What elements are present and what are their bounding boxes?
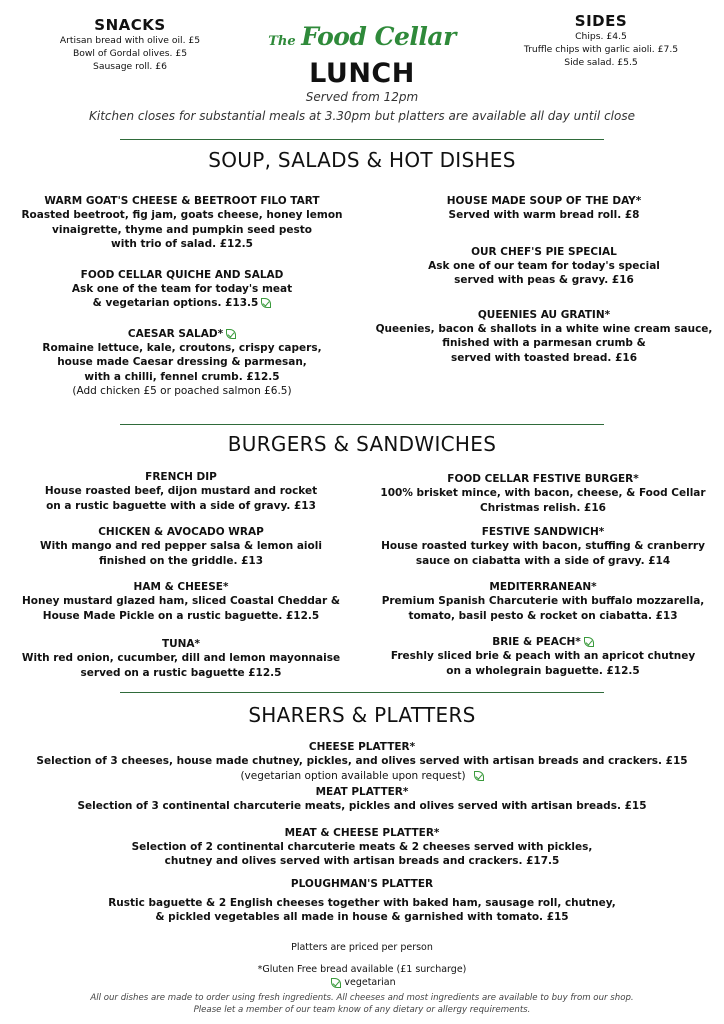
section-title-soup: SOUP, SALADS & HOT DISHES [208, 148, 516, 172]
burgers-left-column [6, 470, 356, 680]
item-desc: Romaine lettuce, kale, croutons, crispy capers, [42, 341, 322, 354]
item-desc: tomato, basil pesto & rocket on ciabatta. £13 [408, 609, 678, 622]
item-desc: Roasted beetroot, fig jam, goats cheese, honey lemon [21, 209, 343, 221]
item-desc: & pickled vegetables all made in house & garnished with tomato. £15 [155, 911, 569, 923]
item-desc: Christmas relish. £16 [480, 501, 606, 514]
menu-item [6, 470, 356, 513]
vegetarian-icon [474, 771, 484, 781]
platters-price-note: Platters are priced per person [291, 942, 433, 953]
sharers-list [0, 740, 724, 925]
menu-item [368, 635, 718, 678]
menu-item [368, 525, 718, 568]
divider [120, 692, 604, 693]
item-desc: With mango and red pepper salsa & lemon aioli [40, 540, 322, 552]
item-desc: vinaigrette, thyme and pumpkin seed pesto [52, 223, 312, 236]
item-desc: Queenies, bacon & shallots in a white wine cream sauce, [375, 322, 713, 335]
item-desc: Rustic baguette & 2 English cheeses together with baked ham, sausage roll, chutney, [108, 896, 616, 909]
item-title-line [368, 635, 718, 649]
item-title: FOOD CELLAR QUICHE AND SALAD [80, 268, 284, 281]
item-desc: House roasted turkey with bacon, stuffing & cranberry [381, 540, 705, 552]
item-desc: Selection of 2 continental charcuterie meats & 2 cheeses served with pickles, [131, 840, 593, 853]
section-title-burgers: BURGERS & SANDWICHES [227, 432, 497, 456]
vegetarian-key [0, 977, 724, 988]
menu-item [10, 268, 354, 311]
item-title: HOUSE MADE SOUP OF THE DAY* [446, 195, 642, 207]
item-title-line [10, 327, 354, 341]
item-title: CHICKEN & AVOCADO WRAP [98, 526, 264, 538]
item-desc: Selection of 3 cheeses, house made chutney, pickles, and olives served with artisan breads and crackers. £15 [36, 755, 688, 767]
item-desc: finished on the griddle. £13 [98, 554, 264, 567]
menu-item [372, 245, 716, 288]
item-desc: finished with a parmesan crumb & [442, 337, 646, 349]
menu-item [10, 327, 354, 399]
served-time: Served from 12pm [305, 90, 419, 104]
item-desc: Premium Spanish Charcuterie with buffalo mozzarella, [381, 595, 705, 607]
item-desc: House Made Pickle on a rustic baguette. £12.5 [42, 609, 320, 622]
item-desc: with trio of salad. £12.5 [111, 238, 253, 250]
soup-right-column [372, 194, 716, 365]
gluten-free-note: *Gluten Free bread available (£1 surcharge) [257, 964, 467, 975]
snack-item: Artisan bread with olive oil. £5 [59, 35, 201, 46]
divider [120, 424, 604, 425]
sides-title: SIDES [574, 12, 628, 30]
vegetarian-icon [226, 329, 236, 339]
side-item: Side salad. £5.5 [564, 57, 638, 68]
menu-item [368, 472, 718, 515]
item-desc: Served with warm bread roll. £8 [448, 209, 640, 221]
item-title: MEAT & CHEESE PLATTER* [284, 826, 440, 839]
item-note: (Add chicken £5 or poached salmon £6.5) [72, 385, 292, 397]
menu-item [6, 637, 356, 680]
snacks-panel [40, 16, 220, 73]
item-desc: served with peas & gravy. £16 [454, 274, 634, 286]
item-title: QUEENIES AU GRATIN* [477, 308, 611, 321]
snacks-title: SNACKS [94, 16, 166, 34]
menu-item [0, 740, 724, 783]
snack-item: Sausage roll. £6 [93, 61, 167, 72]
vegetarian-icon [584, 637, 594, 647]
snack-item: Bowl of Gordal olives. £5 [72, 48, 188, 59]
side-item: Chips. £4.5 [575, 31, 627, 42]
item-title: MEDITERRANEAN* [489, 581, 597, 593]
footer-note-allergy: Please let a member of our team know of any dietary or allergy requirements. [193, 1005, 531, 1015]
page-title: LUNCH [309, 58, 415, 89]
item-title: HAM & CHEESE* [133, 581, 229, 593]
item-desc: Selection of 3 continental charcuterie meats, pickles and olives served with artisan breads. £15 [77, 800, 647, 812]
item-desc: 100% brisket mince, with bacon, cheese, & Food Cellar [380, 487, 706, 499]
vegetarian-icon [331, 978, 341, 988]
logo-name: Food Cellar [301, 22, 456, 51]
item-desc: Freshly sliced brie & peach with an apricot chutney [390, 650, 696, 662]
item-title: FESTIVE SANDWICH* [481, 526, 605, 538]
menu-item [372, 308, 716, 366]
item-desc: served on a rustic baguette £12.5 [80, 666, 282, 679]
section-title-sharers: SHARERS & PLATTERS [248, 703, 476, 727]
vegetarian-key-label: vegetarian [344, 977, 396, 988]
item-title: TUNA* [161, 638, 201, 650]
menu-item [368, 580, 718, 623]
item-title: CHEESE PLATTER* [308, 741, 416, 753]
item-note: (vegetarian option available upon request) [240, 769, 466, 782]
menu-item [10, 194, 354, 252]
item-title: MEAT PLATTER* [315, 786, 409, 798]
divider [120, 139, 604, 140]
item-desc-line [10, 296, 354, 311]
soup-left-column [10, 194, 354, 399]
menu-item [372, 194, 716, 223]
item-desc: Honey mustard glazed ham, sliced Coastal Cheddar & [22, 595, 340, 607]
item-desc: With red onion, cucumber, dill and lemon mayonnaise [21, 652, 341, 664]
food-cellar-logo [262, 22, 462, 51]
item-desc: with a chilli, fennel crumb. £12.5 [84, 370, 280, 383]
item-title: BRIE & PEACH* [492, 636, 581, 648]
menu-item [0, 877, 724, 925]
menu-item [0, 785, 724, 814]
item-desc: on a rustic baguette with a side of gravy. £13 [46, 499, 316, 512]
footer-note-ingredients: All our dishes are made to order using fresh ingredients. All cheeses and most ingredients are available to buy from our shop. [90, 993, 634, 1003]
item-desc: served with toasted bread. £16 [451, 351, 637, 364]
item-desc: House roasted beef, dijon mustard and rocket [44, 485, 318, 497]
item-title: WARM GOAT'S CHEESE & BEETROOT FILO TART [44, 195, 320, 207]
item-desc: on a wholegrain baguette. £12.5 [446, 664, 640, 677]
kitchen-closing-note: Kitchen closes for substantial meals at 3.30pm but platters are available all day until close [88, 109, 635, 123]
menu-item [6, 525, 356, 568]
side-item: Truffle chips with garlic aioli. £7.5 [523, 44, 679, 55]
item-desc: sauce on ciabatta with a side of gravy. £14 [415, 554, 671, 567]
item-title: CAESAR SALAD* [127, 327, 224, 340]
item-desc: Ask one of the team for today's meat [71, 282, 293, 295]
item-note-line [0, 769, 724, 784]
menu-item [0, 826, 724, 869]
item-desc: house made Caesar dressing & parmesan, [57, 356, 307, 368]
item-title: OUR CHEF'S PIE SPECIAL [471, 245, 617, 258]
sides-panel [506, 12, 696, 69]
item-desc: Ask one of our team for today's special [428, 259, 660, 272]
item-title: FOOD CELLAR FESTIVE BURGER* [447, 473, 639, 485]
logo-the: The [268, 34, 296, 49]
item-title: FRENCH DIP [145, 471, 217, 483]
menu-item [6, 580, 356, 623]
item-desc: chutney and olives served with artisan breads and crackers. £17.5 [164, 855, 560, 867]
burgers-right-column [368, 472, 718, 678]
item-title: PLOUGHMAN'S PLATTER [290, 877, 434, 890]
item-desc: & vegetarian options. £13.5 [92, 297, 259, 309]
vegetarian-icon [261, 298, 271, 308]
